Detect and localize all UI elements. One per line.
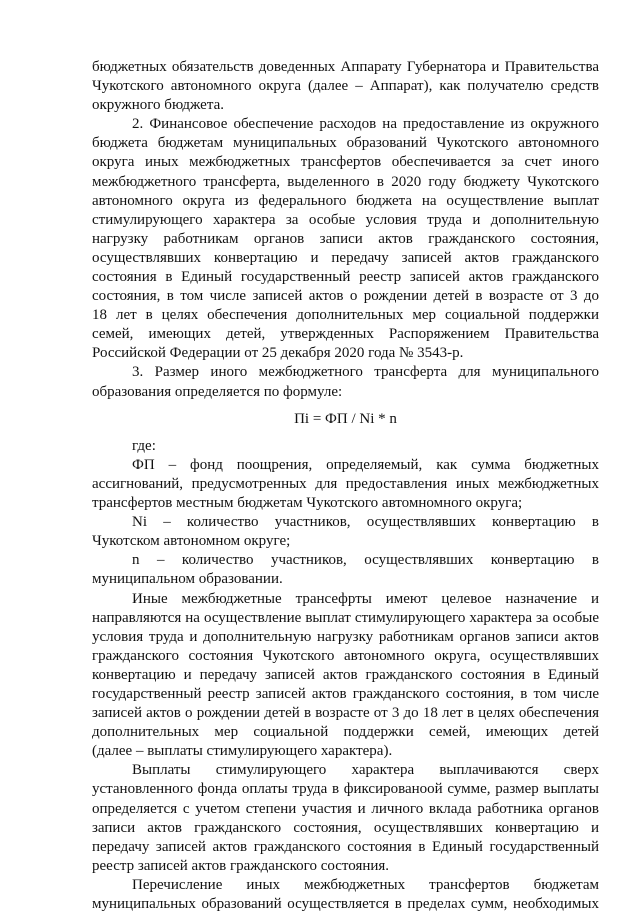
text-line: окружного бюджета. (92, 97, 224, 113)
text-line: установленного фонда оплаты труда в фиксированоой сумме, размер выплаты (92, 781, 599, 797)
text-line: муниципальных образований осуществляется в пределах сумм, необходимых (92, 896, 599, 912)
text-line: осуществлявших конвертацию и передачу записей актов гражданского (92, 250, 599, 266)
text-line: Российской Федерации от 25 декабря 2020 года № 3543-р. (92, 345, 464, 361)
text-line: передачу записей актов гражданского состояния в Единый государственный (92, 839, 599, 855)
text-line: гражданского состояния Чукотского автономного округа, осуществлявших (92, 648, 599, 664)
text-line: образования определяется по формуле: (92, 384, 343, 400)
text-line: (далее – выплаты стимулирующего характера). (92, 743, 393, 759)
formula: Пi = ФП / Ni * n (294, 411, 397, 427)
text-line: Выплаты стимулирующего характера выплачиваются сверх (132, 762, 599, 778)
text-line: реестр записей актов гражданского состояния. (92, 858, 390, 874)
text-line: Перечисление иных межбюджетных трансфертов бюджетам (132, 877, 599, 893)
text-line: где: (132, 438, 156, 454)
text-line: нагрузку работникам органов записи актов гражданского состояния, (92, 231, 599, 247)
text-line: бюджетных обязательств доведенных Аппарату Губернатора и Правительства (92, 59, 599, 75)
text-line: 3. Размер иного межбюджетного трансферта для муниципального (132, 364, 599, 380)
text-line: семей, имеющих детей, утвержденных Распоряжением Правительства (92, 326, 599, 342)
text-line: 2. Финансовое обеспечение расходов на предоставление из окружного (132, 116, 599, 132)
text-line: состояния, в том числе записей актов о рождении детей в возрасте от 3 до (92, 288, 599, 304)
text-line: Чукотском автономном округе; (92, 533, 291, 549)
text-line: автономного округа из федерального бюджета на осуществление выплат (92, 193, 599, 209)
text-line: муниципальном образовании. (92, 571, 283, 587)
text-line: межбюджетного трансферта, выделенного в 2020 году бюджету Чукотского (92, 174, 599, 190)
text-line: условия труда и дополнительную нагрузку работникам органов записи актов (92, 629, 599, 645)
text-line: конвертацию и передачу записей актов гражданского состояния в Единый (92, 667, 599, 683)
text-line: стимулирующего характера за особые условия труда и дополнительную (92, 212, 599, 228)
text-line: Иные межбюджетные трансефрты имеют целевое назначение и (132, 591, 599, 607)
text-line: бюджета бюджетам муниципальных образований Чукотского автономного (92, 135, 599, 151)
text-line: записи актов гражданского состояния, осуществлявших конвертацию и (92, 820, 599, 836)
text-line: n – количество участников, осуществлявших конвертацию в (132, 552, 599, 568)
text-line: ФП – фонд поощрения, определяемый, как сумма бюджетных (132, 457, 599, 473)
text-line: округа иных межбюджетных трансфертов обеспечивается за счет иного (92, 154, 599, 170)
text-line: 18 лет в целях обеспечения дополнительных мер социальной поддержки (92, 307, 599, 323)
text-line: дополнительных мер социальной поддержки семей, имеющих детей (92, 724, 599, 740)
text-line: состояния в Единый государственный реестр записей актов гражданского (92, 269, 599, 285)
text-line: ассигнований, предусмотренных для предоставления иных межбюджетных (92, 476, 599, 492)
text-line: Ni – количество участников, осуществлявших конвертацию в (132, 514, 599, 530)
text-line: направляются на осуществление выплат стимулирующего характера за особые (92, 610, 599, 626)
text-line: записей актов о рождении детей в возрасте от 3 до 18 лет в целях обеспечения (92, 705, 599, 721)
text-line: определяется с учетом степени участия и личного вклада работника органов (92, 801, 599, 817)
text-line: трансфертов местным бюджетам Чукотского автомномного округа; (92, 495, 523, 511)
text-line: Чукотского автономного округа (далее – Аппарат), как получателю средств (92, 78, 599, 94)
text-line: государственный реестр записей актов гражданского состояния, в том числе (92, 686, 599, 702)
